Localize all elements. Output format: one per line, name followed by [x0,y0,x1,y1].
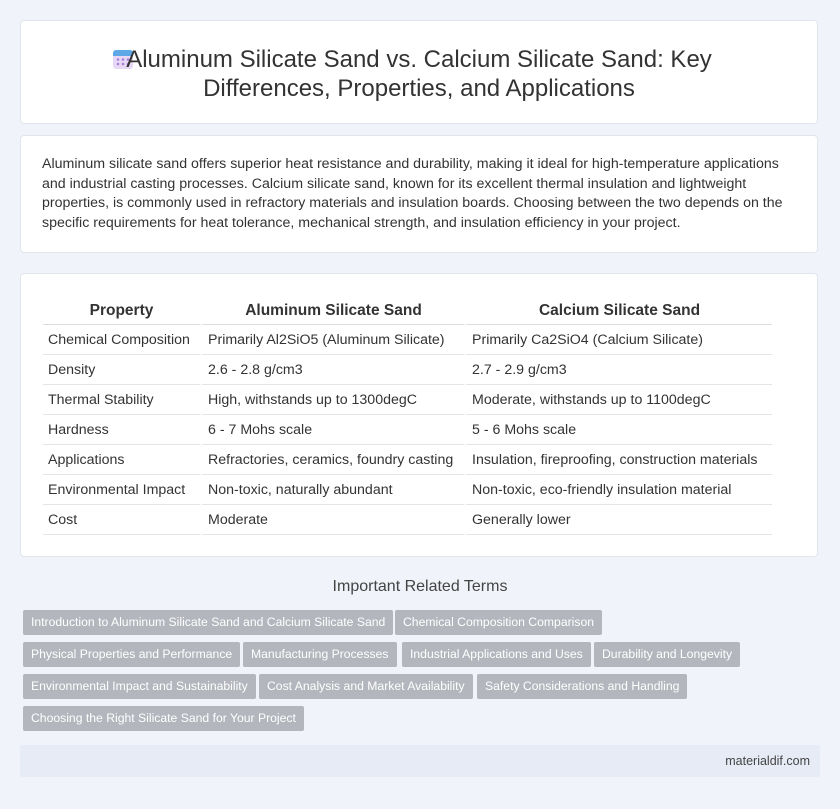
footer [20,745,820,777]
table-cell: Moderate [200,505,464,535]
table-cell: 2.6 - 2.8 g/cm3 [200,355,464,385]
table-row [43,475,772,505]
related-term-tag[interactable]: Safety Considerations and Handling [477,674,687,699]
table-cell: Moderate, withstands up to 1100degC [464,385,772,415]
related-term-tag[interactable]: Industrial Applications and Uses [402,642,591,667]
table-cell: Primarily Al2SiO5 (Aluminum Silicate) [200,325,464,355]
table-cell: Applications [43,445,200,475]
table-cell: 6 - 7 Mohs scale [200,415,464,445]
related-terms-heading: Important Related Terms [332,578,508,595]
page-title: Aluminum Silicate Sand vs. Calcium Silicate Sand: Key Differences, Properties, and Applications [126,46,712,102]
table-row [43,445,772,475]
title-card [20,20,818,124]
table-cell: Density [43,355,200,385]
column-header: Property [43,294,200,325]
table-cell: 2.7 - 2.9 g/cm3 [464,355,772,385]
related-term-tag[interactable]: Environmental Impact and Sustainability [23,674,256,699]
table-cell: High, withstands up to 1300degC [200,385,464,415]
table-header-row [43,294,772,325]
table-cell: Primarily Ca2SiO4 (Calcium Silicate) [464,325,772,355]
site-name[interactable]: materialdif.com [725,754,810,768]
table-cell: Environmental Impact [43,475,200,505]
table-cell: Thermal Stability [43,385,200,415]
table-cell: Insulation, fireproofing, construction materials [464,445,772,475]
table-row [43,325,772,355]
table-row [43,415,772,445]
table-cell: Non-toxic, eco-friendly insulation material [464,475,772,505]
comparison-card [20,273,818,557]
related-term-tag[interactable]: Physical Properties and Performance [23,642,240,667]
column-header: Aluminum Silicate Sand [200,294,464,325]
related-term-tag[interactable]: Manufacturing Processes [243,642,397,667]
related-term-tag[interactable]: Cost Analysis and Market Availability [259,674,473,699]
table-cell: Non-toxic, naturally abundant [200,475,464,505]
table-cell: 5 - 6 Mohs scale [464,415,772,445]
table-cell: Refractories, ceramics, foundry casting [200,445,464,475]
column-header: Calcium Silicate Sand [464,294,772,325]
table-cell: Chemical Composition [43,325,200,355]
related-term-tag[interactable]: Choosing the Right Silicate Sand for Your Project [23,706,304,731]
related-term-tag[interactable]: Durability and Longevity [594,642,740,667]
table-cell: Hardness [43,415,200,445]
table-row [43,505,772,535]
related-term-tag[interactable]: Introduction to Aluminum Silicate Sand and Calcium Silicate Sand [23,610,393,635]
intro-text: Aluminum silicate sand offers superior heat resistance and durability, making it ideal for high-temperature applications and industrial casting processes. Calcium silicate sand, known for its excellent thermal insulation and lightweight properties, is commonly used in refractory materials and insulation boards. Choosing between the two depends on the specific requirements for heat tolerance, mechanical strength, and insulation efficiency in your project. [42,156,783,231]
table-cell: Generally lower [464,505,772,535]
table-row [43,355,772,385]
comparison-table [43,294,772,535]
intro-card [20,135,818,253]
related-term-tag[interactable]: Chemical Composition Comparison [395,610,602,635]
table-row [43,385,772,415]
table-cell: Cost [43,505,200,535]
